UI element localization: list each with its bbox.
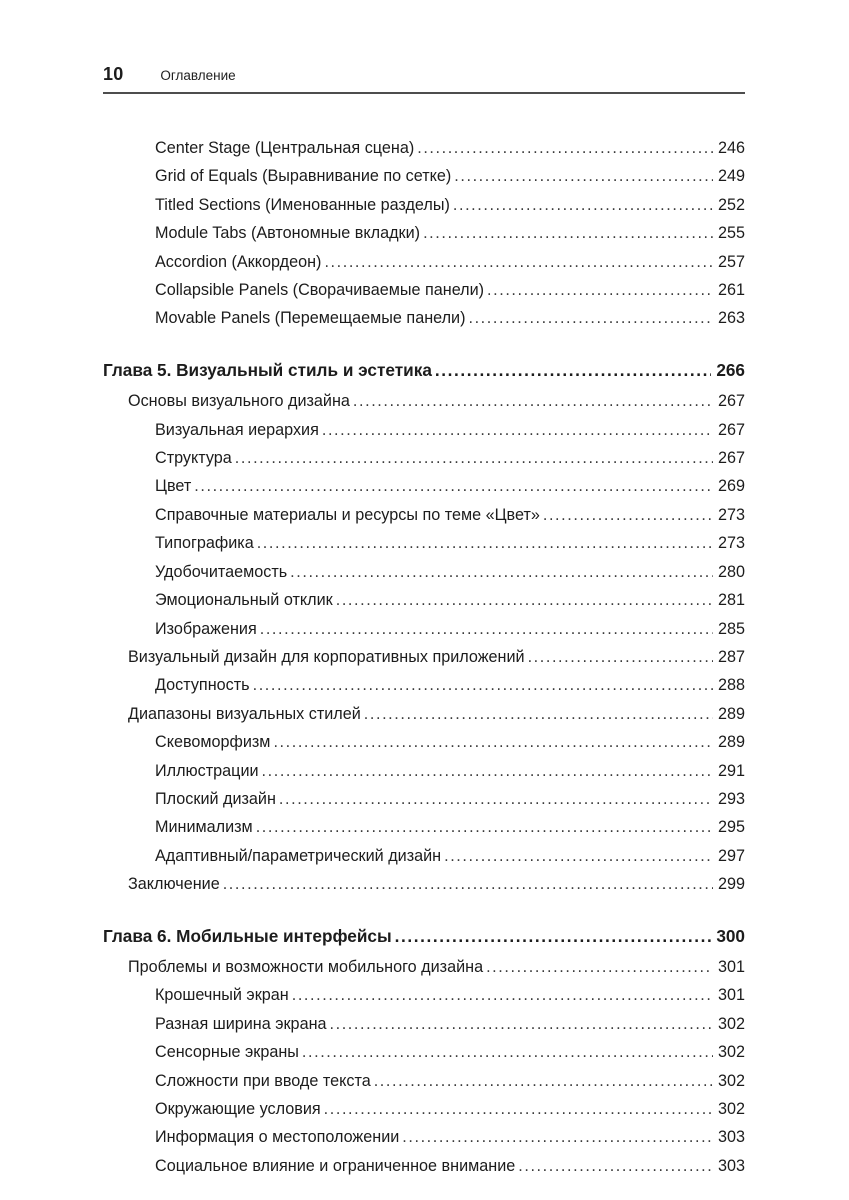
toc-entry	[103, 586, 745, 614]
toc-entry-page-number: 267	[717, 392, 745, 411]
toc-dot-leader	[486, 953, 713, 981]
toc-entry-page-number: 299	[717, 875, 745, 894]
toc-entry-page-number: 269	[717, 477, 745, 496]
toc-dot-leader	[330, 1010, 713, 1038]
toc-dot-leader	[435, 356, 711, 384]
toc-entry-page-number: 280	[717, 562, 745, 581]
toc-entry-page-number: 266	[716, 359, 745, 380]
toc-dot-leader	[273, 728, 713, 756]
toc-entry-page-number: 267	[717, 449, 745, 468]
toc-entry-page-number: 302	[717, 1100, 745, 1118]
toc-entry	[103, 813, 745, 841]
toc-entry-page-number: 257	[717, 252, 745, 271]
toc-entry-title: Плоский дизайн	[155, 789, 276, 808]
toc-entry-title: Крошечный экран	[155, 986, 289, 1005]
toc-entry-title: Сложности при вводе текста	[155, 1071, 371, 1090]
toc-entry-page-number: 297	[717, 846, 745, 865]
toc-entry	[103, 1067, 745, 1095]
toc-entry-title: Визуальный дизайн для корпоративных приложений	[128, 647, 525, 666]
toc-dot-leader	[374, 1067, 713, 1095]
toc-entry-title: Типографика	[155, 534, 254, 553]
toc-entry	[103, 671, 745, 699]
toc-entry-page-number: 252	[717, 195, 745, 214]
toc-entry-page-number: 249	[717, 167, 745, 186]
toc-dot-leader	[336, 586, 713, 614]
toc-entry-page-number: 287	[717, 647, 745, 666]
toc-dot-leader	[444, 842, 713, 870]
toc-entry	[103, 1123, 745, 1151]
toc-entry	[103, 842, 745, 870]
toc-entry	[103, 276, 745, 304]
toc-dot-leader	[290, 558, 713, 586]
toc-entry-title: Titled Sections (Именованные разделы)	[155, 195, 450, 214]
toc-entry-title: Удобочитаемость	[155, 562, 288, 581]
toc-entry-page-number: 301	[717, 986, 745, 1005]
toc-entry	[103, 785, 745, 813]
toc-dot-leader	[302, 1038, 713, 1066]
toc-entry	[103, 728, 745, 756]
toc-entry	[103, 615, 745, 643]
toc-entry-page-number: 303	[717, 1128, 745, 1147]
toc-entry-page-number: 300	[716, 925, 745, 946]
toc-entry-title: Заключение	[128, 875, 220, 894]
toc-dot-leader	[453, 191, 713, 219]
toc-entry	[103, 922, 745, 950]
toc-entry-title: Информация о местоположении	[155, 1128, 400, 1147]
toc-entry	[103, 953, 745, 981]
toc-entry	[103, 162, 745, 190]
toc-entry	[103, 558, 745, 586]
toc-entry-page-number: 281	[717, 591, 745, 610]
toc-entry-title: Accordion (Аккордеон)	[155, 252, 322, 271]
toc-entry	[103, 248, 745, 276]
toc-entry	[103, 643, 745, 671]
toc-dot-leader	[518, 1152, 713, 1180]
toc-entry-page-number: 285	[717, 619, 745, 638]
toc-dot-leader	[279, 785, 713, 813]
toc-entry-page-number: 289	[717, 704, 745, 723]
toc-dot-leader	[262, 757, 713, 785]
toc-entry	[103, 870, 745, 898]
toc-dot-leader	[235, 444, 713, 472]
toc-entry-page-number: 263	[717, 309, 745, 328]
toc-entry-title: Collapsible Panels (Сворачиваемые панели)	[155, 281, 485, 300]
toc-entry	[103, 416, 745, 444]
toc-entry-page-number: 246	[717, 139, 745, 157]
toc-entry-page-number: 303	[717, 1156, 745, 1175]
toc-dot-leader	[402, 1123, 713, 1151]
toc-dot-leader	[253, 671, 713, 699]
toc-entry-title: Адаптивный/параметрический дизайн	[155, 846, 442, 865]
toc-entry	[103, 356, 745, 384]
toc-entry-title: Grid of Equals (Выравнивание по сетке)	[155, 167, 452, 186]
toc-entry-title: Module Tabs (Автономные вкладки)	[155, 224, 421, 243]
toc-dot-leader	[256, 813, 713, 841]
toc-entry-page-number: 267	[717, 420, 745, 439]
toc-entry-page-number: 273	[717, 534, 745, 553]
toc-entry-title: Проблемы и возможности мобильного дизайна	[128, 957, 484, 976]
toc-entry	[103, 981, 745, 1009]
running-title: Оглавление	[160, 68, 236, 83]
toc-dot-leader	[260, 615, 713, 643]
toc-entry-title: Разная ширина экрана	[155, 1014, 327, 1033]
toc-entry-title: Цвет	[155, 477, 192, 496]
toc-entry-title: Основы визуального дизайна	[128, 392, 350, 411]
toc-entry	[103, 219, 745, 247]
toc-entry-title: Movable Panels (Перемещаемые панели)	[155, 309, 466, 328]
toc-dot-leader	[528, 643, 713, 671]
toc-entry-title: Скевоморфизм	[155, 733, 271, 752]
toc-entry-page-number: 291	[717, 761, 745, 780]
toc-entry-title: Изображения	[155, 619, 257, 638]
page-number: 10	[103, 64, 124, 84]
toc-entry-title: Center Stage (Центральная сцена)	[155, 139, 415, 157]
toc-entry-page-number: 295	[717, 818, 745, 837]
toc-entry-title: Иллюстрации	[155, 761, 259, 780]
toc-entry	[103, 1010, 745, 1038]
toc-entry-title: Глава 6. Мобильные интерфейсы	[103, 925, 392, 946]
toc-entry-title: Структура	[155, 449, 232, 468]
toc-dot-leader	[353, 387, 713, 415]
toc-dot-leader	[257, 529, 713, 557]
toc-entry-title: Сенсорные экраны	[155, 1043, 299, 1062]
toc-entry-title: Эмоциональный отклик	[155, 591, 333, 610]
toc-dot-leader	[223, 870, 713, 898]
toc-dot-leader	[468, 304, 713, 332]
toc-dot-leader	[487, 276, 713, 304]
toc-entry-title: Минимализм	[155, 818, 253, 837]
toc-dot-leader	[364, 700, 713, 728]
toc-entry-page-number: 293	[717, 789, 745, 808]
toc-entry-page-number: 261	[717, 281, 745, 300]
running-header	[103, 64, 745, 85]
toc-entry	[103, 1038, 745, 1066]
toc-entry-page-number: 302	[717, 1071, 745, 1090]
toc-entry	[103, 304, 745, 332]
toc-entry-page-number: 273	[717, 505, 745, 524]
toc-entry	[103, 757, 745, 785]
toc-dot-leader	[543, 501, 713, 529]
toc-entry-title: Социальное влияние и ограниченное внимание	[155, 1156, 516, 1175]
toc-entry-title: Окружающие условия	[155, 1100, 321, 1118]
toc-list	[103, 134, 745, 1180]
toc-dot-leader	[324, 1095, 713, 1123]
header-rule	[103, 92, 745, 94]
toc-entry	[103, 529, 745, 557]
toc-entry	[103, 134, 745, 162]
toc-entry	[103, 387, 745, 415]
toc-dot-leader	[417, 134, 713, 162]
toc-entry-title: Доступность	[155, 676, 250, 695]
toc-entry	[103, 700, 745, 728]
toc-entry	[103, 1095, 745, 1123]
toc-entry-title: Справочные материалы и ресурсы по теме «Цвет»	[155, 505, 540, 524]
toc-entry-page-number: 255	[717, 224, 745, 243]
toc-entry-title: Диапазоны визуальных стилей	[128, 704, 361, 723]
toc-entry	[103, 444, 745, 472]
toc-dot-leader	[395, 922, 712, 950]
toc-entry	[103, 1152, 745, 1180]
toc-entry	[103, 472, 745, 500]
toc-entry-page-number: 301	[717, 957, 745, 976]
toc-dot-leader	[324, 248, 713, 276]
toc-entry	[103, 191, 745, 219]
toc-entry-page-number: 288	[717, 676, 745, 695]
toc-entry	[103, 501, 745, 529]
toc-dot-leader	[292, 981, 713, 1009]
toc-entry-page-number: 302	[717, 1014, 745, 1033]
toc-entry-page-number: 289	[717, 733, 745, 752]
toc-entry-title: Глава 5. Визуальный стиль и эстетика	[103, 359, 432, 380]
toc-entry-page-number: 302	[717, 1043, 745, 1062]
toc-dot-leader	[423, 219, 713, 247]
toc-dot-leader	[454, 162, 713, 190]
toc-entry-title: Визуальная иерархия	[155, 420, 319, 439]
toc-dot-leader	[194, 472, 713, 500]
toc-dot-leader	[322, 416, 713, 444]
